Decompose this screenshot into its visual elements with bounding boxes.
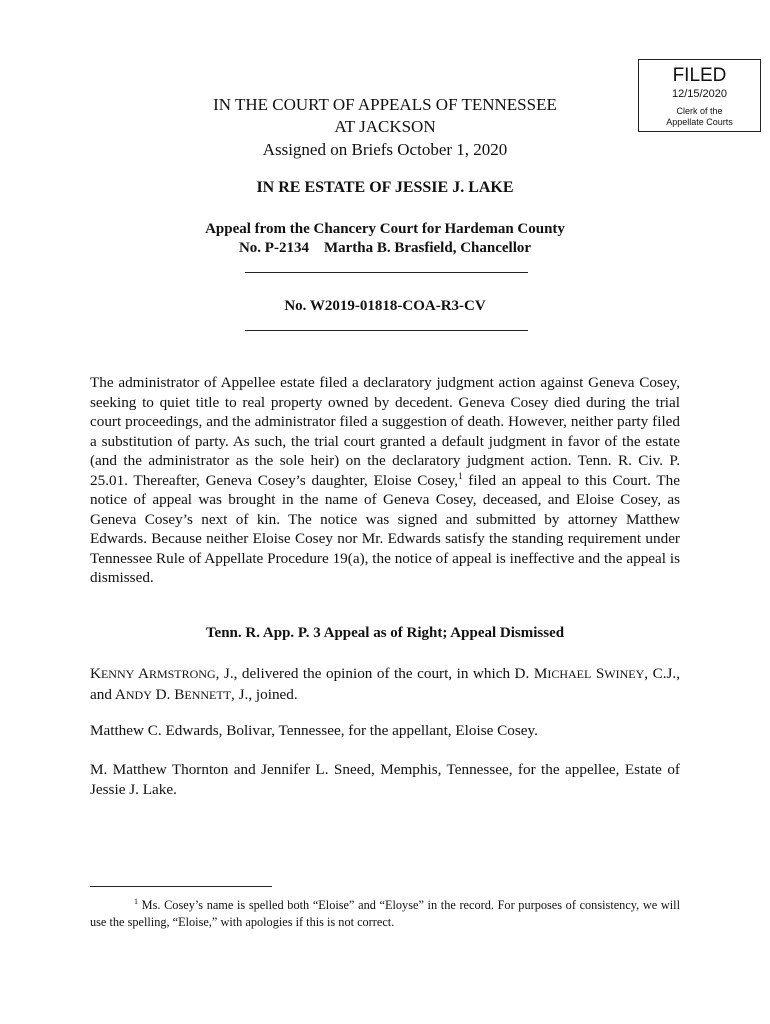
divider-bottom [245, 330, 528, 331]
stamp-title: FILED [672, 65, 727, 86]
court-name: IN THE COURT OF APPEALS OF TENNESSEE [213, 95, 557, 114]
divider-top [245, 272, 528, 273]
footnote-number: 1 [134, 896, 138, 906]
stamp-date: 12/15/2020 [671, 88, 728, 100]
appeal-number: No. W2019-01818-COA-R3-CV [284, 298, 486, 314]
case-title: IN RE ESTATE OF JESSIE J. LAKE [256, 179, 514, 196]
appeal-from: Appeal from the Chancery Court for Hardeman County [205, 221, 565, 237]
summary-part-1: The administrator of Appellee estate filed a declaratory judgment action against Geneva Cosey, seeking to quiet title to real property owned by decedent. Geneva Cosey died during the trial court proceedings, and the administrator filed a suggestion of death. However, neither party filed a substitution of party. As such, the trial court granted a default judgment in favor of the estate (and the administrator as the sole heir) on the declaratory judgment action. Tenn. R. Civ. P. 25.01. Thereafter, Geneva Cosey’s daughter, Eloise Cosey, [90, 374, 680, 489]
footnote [90, 897, 680, 931]
docket-judge: No. P-2134 Martha B. Brasfield, Chancellor [238, 240, 532, 256]
counsel-appellant: Matthew C. Edwards, Bolivar, Tennessee, for the appellant, Eloise Cosey. [90, 722, 538, 739]
stamp-clerk-line: Clerk of the [676, 106, 723, 116]
case-summary [90, 373, 680, 588]
opinion-line: KENNY ARMSTRONG, J., delivered the opinion of the court, in which D. MICHAEL SWINEY, C.J., and ANDY D. BENNETT, J., joined. [90, 665, 681, 703]
footnote-divider [90, 886, 272, 887]
assigned-date: Assigned on Briefs October 1, 2020 [262, 140, 508, 159]
court-location: AT JACKSON [334, 117, 436, 136]
counsel-appellee: M. Matthew Thornton and Jennifer L. Sneed, Memphis, Tennessee, for the appellee, Estate of Jessie J. Lake. [90, 761, 680, 798]
stamp-courts-line: Appellate Courts [666, 117, 733, 127]
footnote-reference: 1 [458, 470, 463, 481]
footnote-text: Ms. Cosey’s name is spelled both “Eloise” and “Eloyse” in the record. For purposes of consistency, we will use the spelling, “Eloise,” with apologies if this is not correct. [90, 898, 680, 929]
disposition: Tenn. R. App. P. 3 Appeal as of Right; Appeal Dismissed [205, 625, 565, 641]
summary-part-2: filed an appeal to this Court. The notice of appeal was brought in the name of Geneva Cosey, deceased, and Eloise Cosey, as Geneva Cosey’s next of kin. The notice was signed and submitted by attorney Matthew Edwards. Because neither Eloise Cosey nor Mr. Edwards satisfy the standing requirement under Tennessee Rule of Appellate Procedure 19(a), the notice of appeal is ineffective and the appeal is dismissed. [90, 471, 680, 586]
